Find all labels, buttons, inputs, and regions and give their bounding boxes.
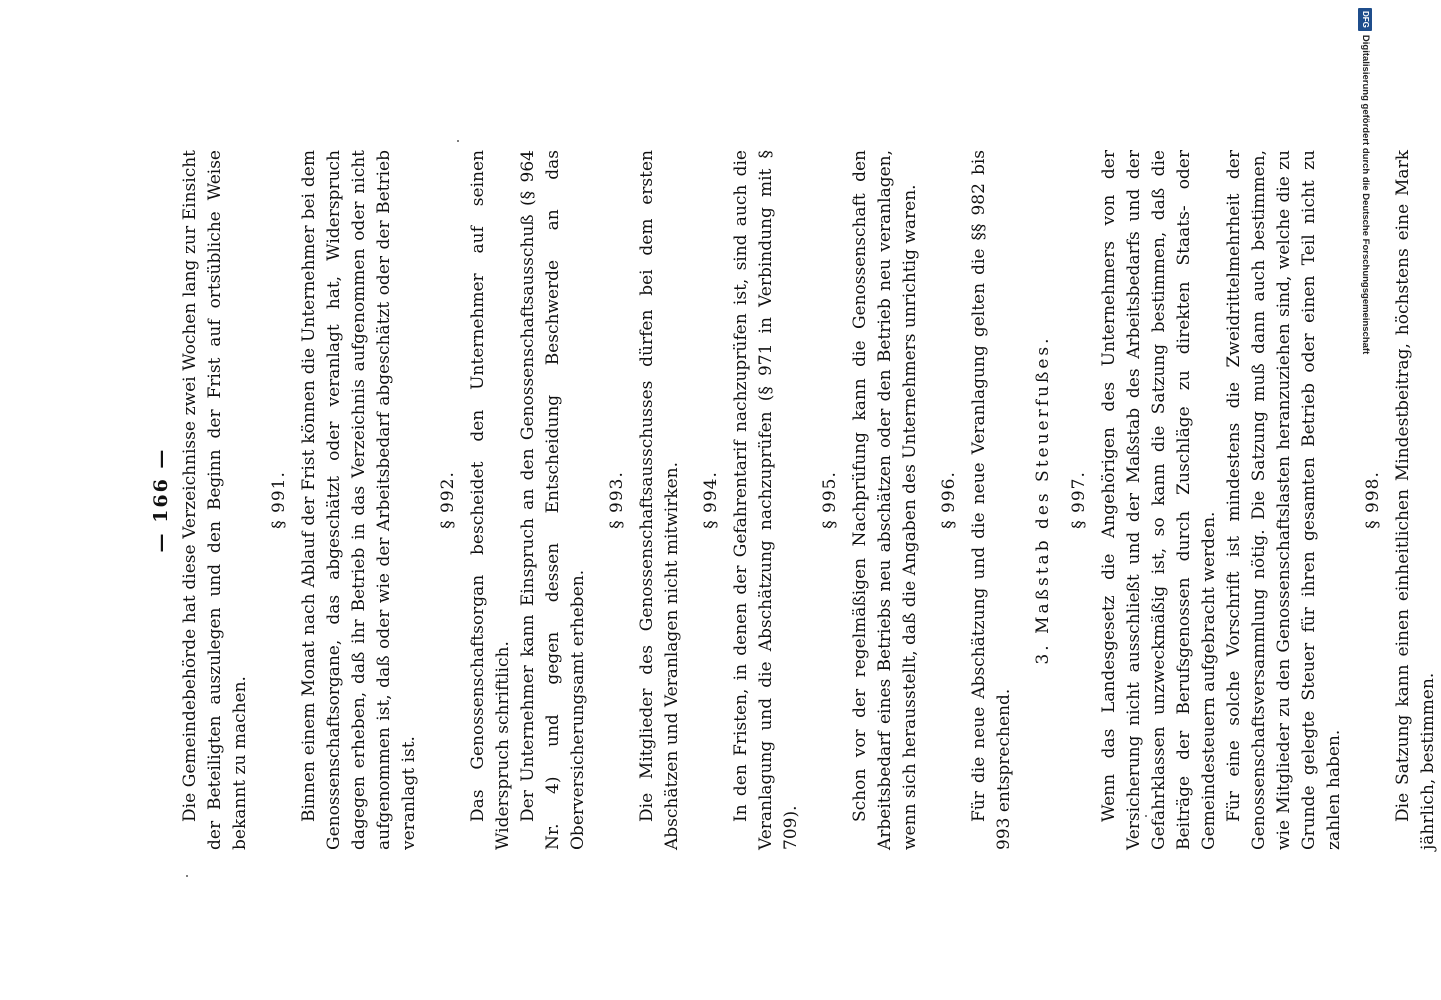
section-heading-993: § 993.	[607, 471, 627, 529]
watermark-line	[1353, 8, 1377, 393]
section-heading-996: § 996.	[939, 471, 959, 529]
scan-speck	[457, 140, 459, 142]
paragraph-994: In den Fristen, in denen der Gefahrentarif nachzuprüfen ist, sind auch die Veranlagung und die Abschätzung nachzuprüfen (§ 971 in Verbindung mit § 709).	[731, 150, 801, 850]
paragraph-996: Für die neue Abschätzung und die neue Veranlagung gelten die §§ 982 bis 993 entsprechend.	[969, 150, 1014, 850]
paragraph-intro: Die Gemeindebehörde hat diese Verzeichnisse zwei Wochen lang zur Einsicht der Beteiligten auszulegen und den Beginn der Frist auf ortsübliche Weise bekannt zu machen.	[180, 150, 250, 850]
paragraph-998: Die Satzung kann einen einheitlichen Mindestbeitrag, höchstens eine Mark jährlich, bestimmen.	[1393, 150, 1438, 850]
scan-speck	[1145, 815, 1147, 817]
paragraph-991: Binnen einem Monat nach Ablauf der Frist können die Unternehmer bei dem Genossenschaftsorgane, das abgeschätzt oder veranlagt hat, Widerspruch dagegen erheben, daß ihr Betrieb in das Verzeichnis aufgenommen oder nicht aufgenommen ist, daß oder wie der Arbeitsbedarf abgeschätzt oder der Betrieb veranlagt ist.	[299, 150, 419, 850]
paragraph-993: Die Mitglieder des Genossenschaftsausschusses dürfen bei dem ersten Abschätzen und Veranlagen nicht mitwirken.	[637, 150, 682, 850]
section-heading-994: § 994.	[701, 471, 721, 529]
paragraph-997-1: Wenn das Landesgesetz die Angehörigen des Unternehmers von der Versicherung nicht ausschließt und der Maßstab des Arbeitsbedarfs und der Gefahrklassen unzweckmäßig ist, so kann die Satzung bestimmen, daß die Beiträge der Berufsgenossen durch Zuschläge zu direkten Staats- oder Gemeindesteuern aufgebracht werden.	[1099, 150, 1219, 850]
digitization-watermark	[1353, 8, 1377, 393]
paragraph-992-2: Der Unternehmer kann Einspruch an den Genossenschaftsausschuß (§ 964 Nr. 4) und gegen dessen Entscheidung Beschwerde an das Oberversicherungsamt erheben.	[518, 150, 588, 850]
watermark-text: Digitalisierung gefördert durch die Deutsche Forschungsgemeinschaft	[1360, 34, 1371, 355]
subsection-heading-3: 3. Maßstab des Steuerfußes.	[1033, 335, 1053, 665]
paragraph-997-2: Für eine solche Vorschrift ist mindestens die Zweidrittelmehrheit der Genossenschaftsversammlung nötig. Die Satzung muß dann auch bestimmen, wie Mitglieder zu den Genossenschaftslasten heranzuziehen sind, welche die zu Grunde gelegte Steuer für ihren gesamten Betrieb oder einen Teil nicht zu zahlen haben.	[1224, 150, 1344, 850]
section-heading-992: § 992.	[438, 471, 458, 529]
dfg-logo-icon: DFG	[1358, 8, 1372, 31]
section-heading-995: § 995.	[820, 471, 840, 529]
section-heading-997: § 997.	[1069, 471, 1089, 529]
paragraph-992-1: Das Genossenschaftsorgan bescheidet den Unternehmer auf seinen Widerspruch schriftlich.	[468, 150, 513, 850]
page-number-header: — 166 —	[150, 447, 172, 553]
paragraph-995: Schon vor der regelmäßigen Nachprüfung kann die Genossenschaft den Arbeitsbedarf eines Betriebs neu abschätzen oder den Betrieb neu veranlagen, wenn sich herausstellt, daß die Angaben des Unternehmers unrichtig waren.	[850, 150, 920, 850]
section-heading-991: § 991.	[269, 471, 289, 529]
scan-speck	[186, 875, 188, 877]
section-heading-998: § 998.	[1363, 471, 1383, 529]
